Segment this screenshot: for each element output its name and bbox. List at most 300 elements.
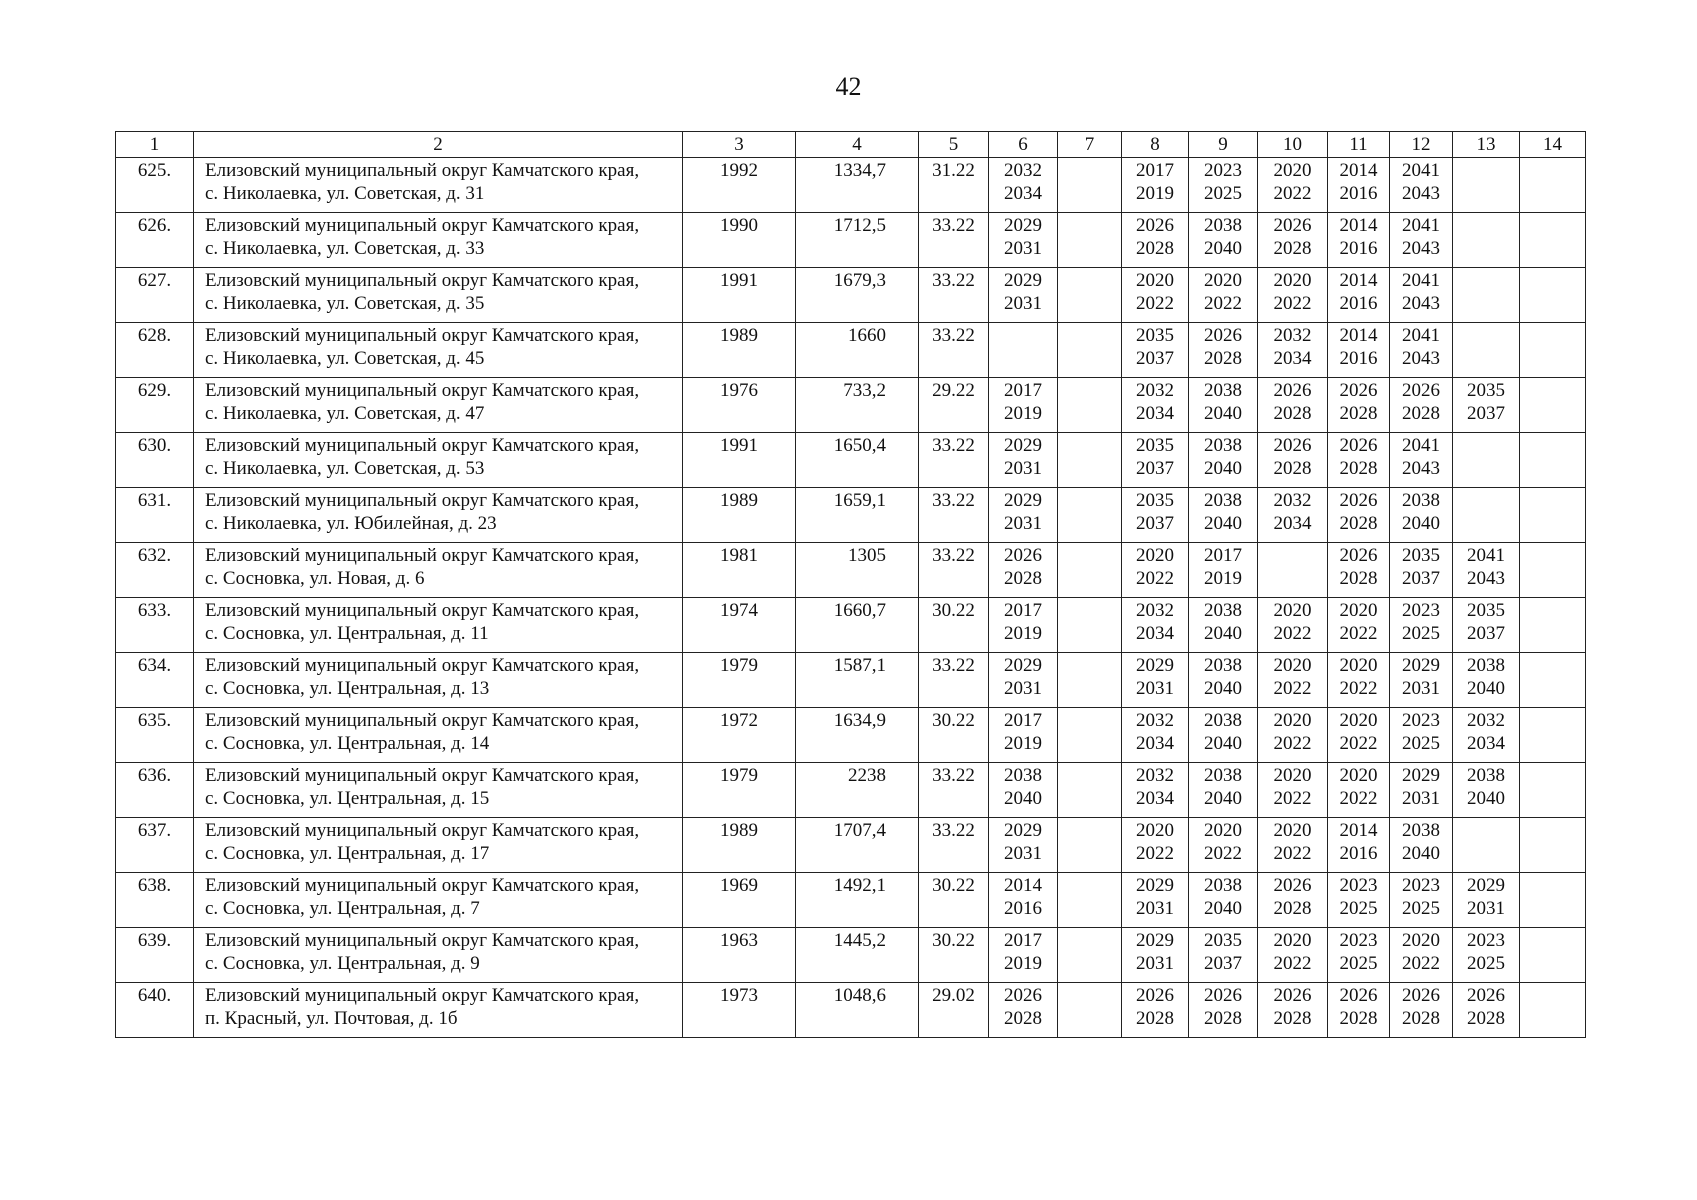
period-end: 2028 [1339, 568, 1378, 589]
address-cell [194, 213, 683, 268]
period-cell-13 [1453, 763, 1520, 818]
address-cell [194, 983, 683, 1038]
period-cell-14 [1520, 598, 1586, 653]
period-end: 2025 [1402, 733, 1440, 754]
period-start: 2032 [1136, 710, 1174, 731]
table-row [116, 818, 1586, 873]
period-start: 2023 [1402, 600, 1440, 621]
period-cell-12 [1390, 983, 1453, 1038]
area-cell: 1492,1 [796, 873, 919, 928]
period-start: 2026 [1339, 490, 1378, 511]
period-start: 2029 [1004, 435, 1042, 456]
period-end: 2022 [1273, 623, 1312, 644]
period-start: 2029 [1004, 270, 1042, 291]
period-cell-8 [1122, 378, 1189, 433]
period-start: 2020 [1339, 655, 1378, 676]
period-end: 2022 [1273, 293, 1312, 314]
period-end: 2031 [1004, 513, 1042, 534]
address-line-2: с. Сосновка, ул. Новая, д. 6 [205, 568, 425, 589]
period-cell-12 [1390, 323, 1453, 378]
period-cell-8 [1122, 433, 1189, 488]
period-end: 2019 [1004, 403, 1042, 424]
period-start: 2041 [1402, 270, 1440, 291]
period-start: 2026 [1136, 215, 1174, 236]
period-end: 2031 [1136, 898, 1174, 919]
row-number: 636. [116, 763, 194, 818]
address-cell [194, 268, 683, 323]
period-cell-10 [1258, 543, 1328, 598]
period-cell-7 [1058, 433, 1122, 488]
period-start: 2020 [1273, 930, 1312, 951]
period-end: 2016 [1339, 183, 1378, 204]
period-cell-7 [1058, 818, 1122, 873]
table-row [116, 763, 1586, 818]
period-end: 2022 [1339, 678, 1378, 699]
period-cell-11 [1328, 433, 1390, 488]
period-cell-6 [989, 543, 1058, 598]
period-end: 2034 [1136, 403, 1174, 424]
period-start: 2029 [1402, 765, 1440, 786]
period-start: 2020 [1273, 270, 1312, 291]
period-end: 2040 [1004, 788, 1042, 809]
table-row [116, 983, 1586, 1038]
period-end: 2037 [1136, 348, 1174, 369]
period-start: 2029 [1004, 655, 1042, 676]
period-start: 2029 [1136, 655, 1174, 676]
period-cell-8 [1122, 598, 1189, 653]
period-end: 2031 [1004, 458, 1042, 479]
area-cell: 2238 [796, 763, 919, 818]
period-cell-9 [1189, 983, 1258, 1038]
code-cell: 29.22 [919, 378, 989, 433]
period-cell-12 [1390, 268, 1453, 323]
period-start: 2038 [1204, 710, 1242, 731]
period-end: 2028 [1004, 1008, 1042, 1029]
period-start: 2020 [1204, 820, 1242, 841]
address-line-1: Елизовский муниципальный округ Камчатского края, [205, 490, 640, 511]
period-cell-9 [1189, 378, 1258, 433]
address-line-1: Елизовский муниципальный округ Камчатского края, [205, 710, 640, 731]
period-end: 2016 [1004, 898, 1042, 919]
period-start: 2026 [1273, 215, 1312, 236]
period-cell-11 [1328, 543, 1390, 598]
period-cell-10 [1258, 213, 1328, 268]
period-start: 2020 [1136, 545, 1174, 566]
period-end: 2037 [1136, 513, 1174, 534]
period-cell-12 [1390, 653, 1453, 708]
period-cell-9 [1189, 818, 1258, 873]
housing-schedule-table [115, 131, 1586, 1038]
row-number: 626. [116, 213, 194, 268]
period-cell-7 [1058, 543, 1122, 598]
period-start: 2026 [1402, 380, 1440, 401]
period-start: 2026 [1339, 435, 1378, 456]
period-cell-13 [1453, 158, 1520, 213]
period-end: 2037 [1402, 568, 1440, 589]
period-cell-8 [1122, 488, 1189, 543]
period-cell-7 [1058, 873, 1122, 928]
column-header-10: 10 [1258, 132, 1328, 158]
period-cell-14 [1520, 543, 1586, 598]
period-cell-9 [1189, 158, 1258, 213]
header-row [116, 132, 1586, 158]
period-cell-14 [1520, 873, 1586, 928]
period-end: 2022 [1339, 788, 1378, 809]
period-cell-14 [1520, 488, 1586, 543]
period-cell-10 [1258, 323, 1328, 378]
period-cell-8 [1122, 763, 1189, 818]
period-end: 2028 [1204, 348, 1242, 369]
period-cell-6 [989, 873, 1058, 928]
period-start: 2032 [1136, 380, 1174, 401]
period-cell-11 [1328, 268, 1390, 323]
period-cell-7 [1058, 323, 1122, 378]
period-start: 2035 [1467, 380, 1505, 401]
period-start: 2032 [1136, 765, 1174, 786]
period-end: 2016 [1339, 348, 1378, 369]
period-start: 2017 [1004, 380, 1042, 401]
column-header-5: 5 [919, 132, 989, 158]
year-built-cell: 1990 [683, 213, 796, 268]
period-cell-10 [1258, 598, 1328, 653]
table-row [116, 653, 1586, 708]
period-start: 2026 [1339, 985, 1378, 1006]
period-cell-10 [1258, 158, 1328, 213]
area-cell: 1660,7 [796, 598, 919, 653]
period-cell-14 [1520, 378, 1586, 433]
column-header-6: 6 [989, 132, 1058, 158]
period-end: 2043 [1402, 293, 1440, 314]
period-end: 2019 [1004, 733, 1042, 754]
period-start: 2014 [1339, 270, 1378, 291]
period-end: 2028 [1204, 1008, 1242, 1029]
period-cell-14 [1520, 323, 1586, 378]
address-line-1: Елизовский муниципальный округ Камчатского края, [205, 765, 640, 786]
period-end: 2034 [1136, 623, 1174, 644]
row-number: 637. [116, 818, 194, 873]
period-cell-6 [989, 763, 1058, 818]
period-cell-11 [1328, 488, 1390, 543]
period-start: 2038 [1204, 655, 1242, 676]
period-cell-10 [1258, 378, 1328, 433]
row-number: 630. [116, 433, 194, 488]
period-cell-13 [1453, 268, 1520, 323]
period-cell-7 [1058, 488, 1122, 543]
period-cell-14 [1520, 763, 1586, 818]
period-cell-7 [1058, 928, 1122, 983]
period-end: 2040 [1467, 678, 1505, 699]
period-cell-10 [1258, 873, 1328, 928]
row-number: 633. [116, 598, 194, 653]
period-cell-7 [1058, 983, 1122, 1038]
period-end: 2025 [1204, 183, 1242, 204]
period-end: 2034 [1273, 348, 1312, 369]
period-start: 2020 [1136, 270, 1174, 291]
period-end: 2028 [1136, 1008, 1174, 1029]
period-start: 2026 [1204, 325, 1242, 346]
address-cell [194, 763, 683, 818]
year-built-cell: 1989 [683, 323, 796, 378]
address-line-2: с. Николаевка, ул. Юбилейная, д. 23 [205, 513, 497, 534]
row-number: 639. [116, 928, 194, 983]
period-cell-9 [1189, 928, 1258, 983]
period-end: 2025 [1339, 953, 1378, 974]
period-end: 2034 [1004, 183, 1042, 204]
year-built-cell: 1963 [683, 928, 796, 983]
year-built-cell: 1992 [683, 158, 796, 213]
table-row [116, 488, 1586, 543]
period-end: 2034 [1136, 733, 1174, 754]
period-cell-9 [1189, 268, 1258, 323]
period-end: 2028 [1402, 403, 1440, 424]
year-built-cell: 1991 [683, 268, 796, 323]
period-cell-6 [989, 158, 1058, 213]
period-start: 2029 [1004, 820, 1042, 841]
address-cell [194, 928, 683, 983]
period-cell-12 [1390, 543, 1453, 598]
period-start: 2023 [1339, 930, 1378, 951]
period-end: 2022 [1273, 953, 1312, 974]
address-cell [194, 433, 683, 488]
period-end: 2037 [1467, 623, 1505, 644]
area-cell: 1659,1 [796, 488, 919, 543]
period-start: 2035 [1467, 600, 1505, 621]
period-start: 2026 [1339, 380, 1378, 401]
period-end: 2028 [1273, 1008, 1312, 1029]
address-cell [194, 543, 683, 598]
row-number: 631. [116, 488, 194, 543]
code-cell: 33.22 [919, 818, 989, 873]
period-start: 2020 [1402, 930, 1440, 951]
period-cell-8 [1122, 213, 1189, 268]
period-start: 2038 [1204, 490, 1242, 511]
period-end: 2019 [1204, 568, 1242, 589]
code-cell: 29.02 [919, 983, 989, 1038]
period-cell-13 [1453, 818, 1520, 873]
period-cell-6 [989, 323, 1058, 378]
period-end: 2028 [1339, 513, 1378, 534]
period-end: 2031 [1467, 898, 1505, 919]
period-cell-13 [1453, 653, 1520, 708]
period-start: 2029 [1467, 875, 1505, 896]
period-start: 2017 [1004, 600, 1042, 621]
period-end: 2016 [1339, 843, 1378, 864]
period-start: 2041 [1467, 545, 1505, 566]
period-end: 2022 [1204, 843, 1242, 864]
table-row [116, 928, 1586, 983]
period-cell-9 [1189, 763, 1258, 818]
year-built-cell: 1991 [683, 433, 796, 488]
period-cell-6 [989, 488, 1058, 543]
year-built-cell: 1979 [683, 763, 796, 818]
column-header-13: 13 [1453, 132, 1520, 158]
table-row [116, 708, 1586, 763]
period-cell-12 [1390, 928, 1453, 983]
address-line-1: Елизовский муниципальный округ Камчатского края, [205, 985, 640, 1006]
address-line-2: с. Сосновка, ул. Центральная, д. 7 [205, 898, 480, 919]
period-end: 2028 [1136, 238, 1174, 259]
period-start: 2014 [1339, 215, 1378, 236]
period-cell-6 [989, 378, 1058, 433]
period-end: 2043 [1467, 568, 1505, 589]
period-end: 2028 [1273, 403, 1312, 424]
period-start: 2020 [1136, 820, 1174, 841]
row-number: 629. [116, 378, 194, 433]
period-start: 2038 [1204, 600, 1242, 621]
period-start: 2029 [1004, 215, 1042, 236]
period-end: 2019 [1004, 623, 1042, 644]
period-end: 2019 [1136, 183, 1174, 204]
address-line-1: Елизовский муниципальный округ Камчатского края, [205, 875, 640, 896]
period-start: 2017 [1004, 930, 1042, 951]
period-cell-13 [1453, 598, 1520, 653]
address-line-1: Елизовский муниципальный округ Камчатского края, [205, 215, 640, 236]
period-start: 2032 [1273, 490, 1312, 511]
period-start: 2026 [1004, 985, 1042, 1006]
address-line-1: Елизовский муниципальный округ Камчатского края, [205, 655, 640, 676]
address-cell [194, 158, 683, 213]
period-cell-10 [1258, 433, 1328, 488]
period-cell-14 [1520, 433, 1586, 488]
address-line-2: с. Николаевка, ул. Советская, д. 45 [205, 348, 485, 369]
period-end: 2031 [1004, 238, 1042, 259]
period-cell-8 [1122, 323, 1189, 378]
address-line-1: Елизовский муниципальный округ Камчатского края, [205, 160, 640, 181]
period-cell-11 [1328, 708, 1390, 763]
period-start: 2023 [1339, 875, 1378, 896]
column-header-14: 14 [1520, 132, 1586, 158]
address-cell [194, 488, 683, 543]
address-line-1: Елизовский муниципальный округ Камчатского края, [205, 820, 640, 841]
period-end: 2040 [1402, 513, 1440, 534]
period-start: 2029 [1402, 655, 1440, 676]
area-cell: 1334,7 [796, 158, 919, 213]
area-cell: 1707,4 [796, 818, 919, 873]
address-line-1: Елизовский муниципальный округ Камчатского края, [205, 325, 640, 346]
year-built-cell: 1973 [683, 983, 796, 1038]
period-cell-11 [1328, 158, 1390, 213]
period-cell-12 [1390, 433, 1453, 488]
period-cell-11 [1328, 818, 1390, 873]
area-cell: 1660 [796, 323, 919, 378]
address-line-2: с. Сосновка, ул. Центральная, д. 11 [205, 623, 489, 644]
period-start: 2038 [1467, 655, 1505, 676]
period-end: 2040 [1204, 623, 1242, 644]
period-cell-11 [1328, 928, 1390, 983]
year-built-cell: 1979 [683, 653, 796, 708]
area-cell: 1634,9 [796, 708, 919, 763]
address-cell [194, 653, 683, 708]
period-cell-9 [1189, 433, 1258, 488]
code-cell: 30.22 [919, 873, 989, 928]
period-start: 2026 [1273, 875, 1312, 896]
period-cell-11 [1328, 983, 1390, 1038]
code-cell: 30.22 [919, 598, 989, 653]
table-row [116, 873, 1586, 928]
code-cell: 33.22 [919, 763, 989, 818]
period-cell-7 [1058, 598, 1122, 653]
period-start: 2029 [1136, 930, 1174, 951]
period-start: 2020 [1273, 765, 1312, 786]
code-cell: 33.22 [919, 488, 989, 543]
period-end: 2022 [1136, 568, 1174, 589]
period-cell-6 [989, 928, 1058, 983]
period-start: 2032 [1004, 160, 1042, 181]
period-cell-8 [1122, 928, 1189, 983]
year-built-cell: 1972 [683, 708, 796, 763]
period-end: 2022 [1136, 843, 1174, 864]
period-cell-9 [1189, 598, 1258, 653]
address-cell [194, 708, 683, 763]
period-start: 2038 [1204, 435, 1242, 456]
address-line-1: Елизовский муниципальный округ Камчатского края, [205, 545, 640, 566]
period-start: 2035 [1136, 435, 1174, 456]
period-start: 2029 [1004, 490, 1042, 511]
period-start: 2020 [1339, 765, 1378, 786]
period-end: 2034 [1467, 733, 1505, 754]
period-start: 2020 [1273, 600, 1312, 621]
address-line-2: с. Николаевка, ул. Советская, д. 53 [205, 458, 485, 479]
period-end: 2040 [1204, 898, 1242, 919]
period-end: 2022 [1273, 843, 1312, 864]
period-cell-8 [1122, 158, 1189, 213]
period-cell-12 [1390, 598, 1453, 653]
period-cell-6 [989, 818, 1058, 873]
period-cell-10 [1258, 653, 1328, 708]
period-start: 2020 [1339, 600, 1378, 621]
period-end: 2040 [1204, 733, 1242, 754]
year-built-cell: 1989 [683, 818, 796, 873]
period-start: 2035 [1136, 490, 1174, 511]
period-cell-9 [1189, 543, 1258, 598]
address-cell [194, 598, 683, 653]
period-cell-12 [1390, 873, 1453, 928]
period-cell-14 [1520, 158, 1586, 213]
area-cell: 1305 [796, 543, 919, 598]
period-end: 2022 [1273, 678, 1312, 699]
code-cell: 33.22 [919, 653, 989, 708]
code-cell: 33.22 [919, 268, 989, 323]
area-cell: 1587,1 [796, 653, 919, 708]
period-cell-13 [1453, 213, 1520, 268]
period-start: 2026 [1467, 985, 1505, 1006]
table-row [116, 213, 1586, 268]
period-start: 2038 [1204, 765, 1242, 786]
period-cell-10 [1258, 488, 1328, 543]
code-cell: 33.22 [919, 433, 989, 488]
address-line-1: Елизовский муниципальный округ Камчатского края, [205, 270, 640, 291]
period-start: 2026 [1339, 545, 1378, 566]
column-header-9: 9 [1189, 132, 1258, 158]
period-end: 2040 [1204, 458, 1242, 479]
year-built-cell: 1974 [683, 598, 796, 653]
address-cell [194, 873, 683, 928]
period-cell-13 [1453, 928, 1520, 983]
period-cell-7 [1058, 653, 1122, 708]
period-start: 2020 [1273, 655, 1312, 676]
period-end: 2031 [1136, 678, 1174, 699]
period-cell-11 [1328, 323, 1390, 378]
period-end: 2028 [1467, 1008, 1505, 1029]
column-header-1: 1 [116, 132, 194, 158]
period-start: 2023 [1467, 930, 1505, 951]
period-end: 2040 [1467, 788, 1505, 809]
period-cell-14 [1520, 268, 1586, 323]
period-start: 2041 [1402, 160, 1440, 181]
period-cell-9 [1189, 653, 1258, 708]
period-cell-12 [1390, 213, 1453, 268]
code-cell: 33.22 [919, 323, 989, 378]
